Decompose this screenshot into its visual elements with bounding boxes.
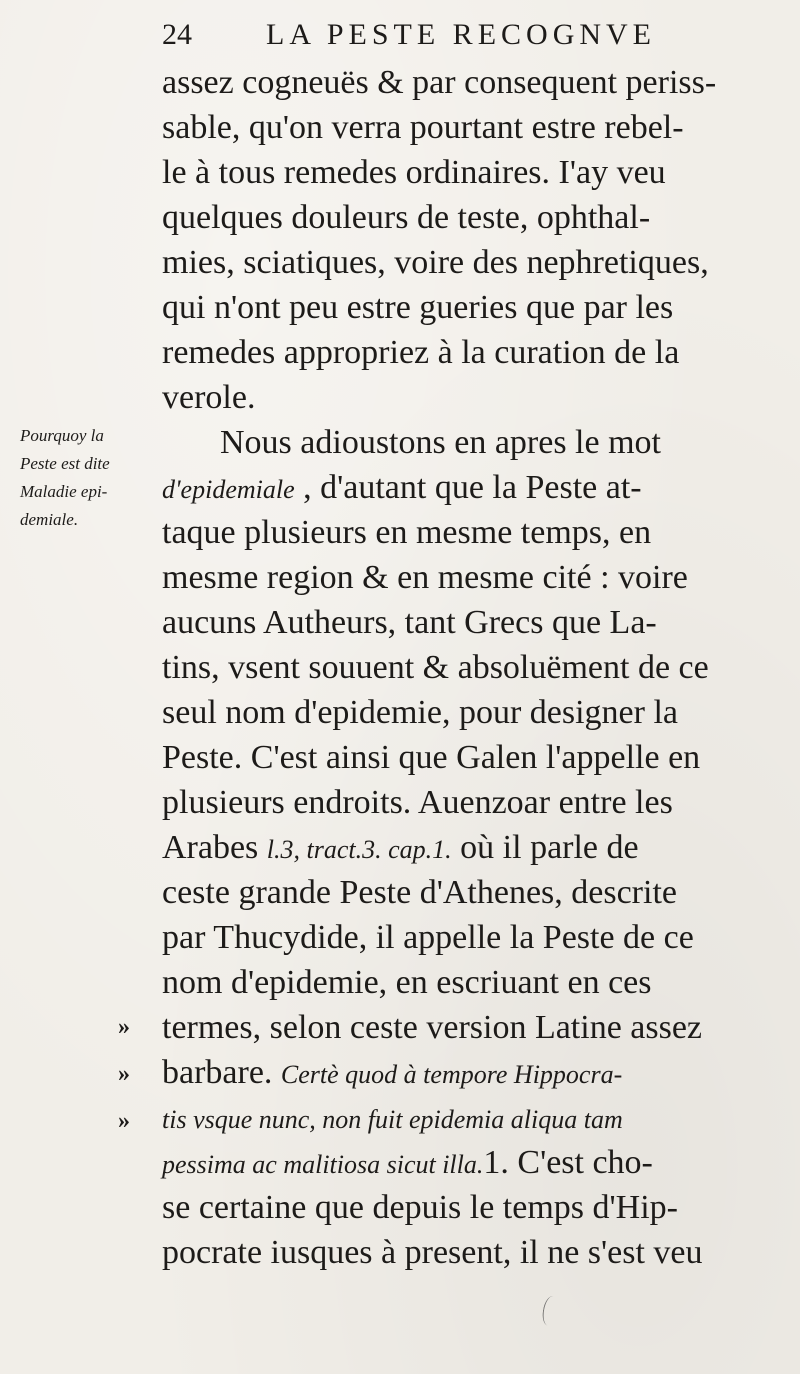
text-line xyxy=(162,332,679,374)
line-text: ceste grande Peste d'Athenes, descrite xyxy=(162,874,677,911)
line-text: mies, sciatiques, voire des nephretiques, xyxy=(162,244,709,281)
line-text: où il parle de xyxy=(451,829,639,866)
margin-note-line: demiale. xyxy=(20,510,79,529)
text-line xyxy=(220,422,661,464)
line-text: sable, qu'on verra pourtant estre rebel- xyxy=(162,109,684,146)
text-line xyxy=(162,287,673,329)
text-line xyxy=(162,1142,653,1184)
line-text: 1. C'est cho- xyxy=(483,1144,653,1181)
line-italic: pessima ac malitiosa sicut illa. xyxy=(162,1150,484,1179)
line-italic: tis vsque nunc, non fuit epidemia aliqua tam xyxy=(162,1105,623,1134)
text-line xyxy=(162,107,684,149)
text-line xyxy=(162,242,709,284)
text-line xyxy=(162,152,666,194)
text-line xyxy=(162,557,688,599)
text-line xyxy=(162,1007,702,1049)
text-line xyxy=(162,602,657,644)
margin-note xyxy=(20,422,160,534)
line-text: qui n'ont peu estre gueries que par les xyxy=(162,289,674,326)
text-line xyxy=(162,1097,623,1139)
line-text: taque plusieurs en mesme temps, en xyxy=(162,514,652,551)
line-text: barbare. xyxy=(162,1054,281,1091)
page-header xyxy=(162,18,722,62)
text-line xyxy=(162,512,651,554)
text-line xyxy=(162,647,709,689)
margin-note-line: Pourquoy la xyxy=(20,426,104,445)
text-line xyxy=(162,1232,703,1274)
quotation-mark: » xyxy=(118,1014,130,1040)
line-text: Arabes xyxy=(162,829,267,866)
line-text: aucuns Autheurs, tant Grecs que La- xyxy=(162,604,657,641)
line-text: termes, selon ceste version Latine assez xyxy=(162,1009,703,1046)
running-title: LA PESTE RECOGNVE xyxy=(266,18,657,51)
line-text: seul nom d'epidemie, pour designer la xyxy=(162,694,678,731)
quotation-mark: » xyxy=(118,1108,130,1134)
text-line xyxy=(162,827,639,869)
text-line xyxy=(162,62,716,104)
line-text: Peste. C'est ainsi que Galen l'appelle en xyxy=(162,739,701,776)
page-number: 24 xyxy=(162,18,192,51)
line-text: mesme region & en mesme cité : voire xyxy=(162,559,688,596)
bleed-through-mark xyxy=(541,1295,561,1327)
line-text: plusieurs endroits. Auenzoar entre les xyxy=(162,784,673,821)
text-line xyxy=(162,737,700,779)
text-line xyxy=(162,197,650,239)
line-text: , d'autant que la Peste at- xyxy=(294,469,642,506)
text-line xyxy=(162,782,673,824)
text-line xyxy=(162,917,694,959)
line-text: pocrate iusques à present, il ne s'est veu xyxy=(162,1234,703,1271)
text-line xyxy=(162,467,642,509)
line-text: par Thucydide, il appelle la Peste de ce xyxy=(162,919,694,956)
line-text: nom d'epidemie, en escriuant en ces xyxy=(162,964,652,1001)
line-text: se certaine que depuis le temps d'Hip- xyxy=(162,1189,678,1226)
line-text: le à tous remedes ordinaires. I'ay veu xyxy=(162,154,666,191)
line-text: Nous adioustons en apres le mot xyxy=(220,424,661,461)
line-text: remedes appropriez à la curation de la xyxy=(162,334,680,371)
line-text: quelques douleurs de teste, ophthal- xyxy=(162,199,651,236)
line-text: assez cogneuës & par consequent periss- xyxy=(162,64,717,101)
text-line xyxy=(162,377,255,419)
text-line xyxy=(162,1052,622,1094)
margin-note-line: Peste est dite xyxy=(20,454,110,473)
line-text: verole. xyxy=(162,379,256,416)
margin-note-line: Maladie epi- xyxy=(20,482,108,501)
text-line xyxy=(162,872,677,914)
line-italic: l.3, tract.3. cap.1. xyxy=(266,835,452,864)
text-line xyxy=(162,1187,678,1229)
quotation-mark: » xyxy=(118,1061,130,1087)
text-line xyxy=(162,692,678,734)
line-text: tins, vsent souuent & absoluëment de ce xyxy=(162,649,709,686)
line-italic: Certè quod à tempore Hippocra- xyxy=(280,1060,623,1089)
text-line xyxy=(162,962,652,1004)
line-italic: d'epidemiale xyxy=(162,475,295,504)
